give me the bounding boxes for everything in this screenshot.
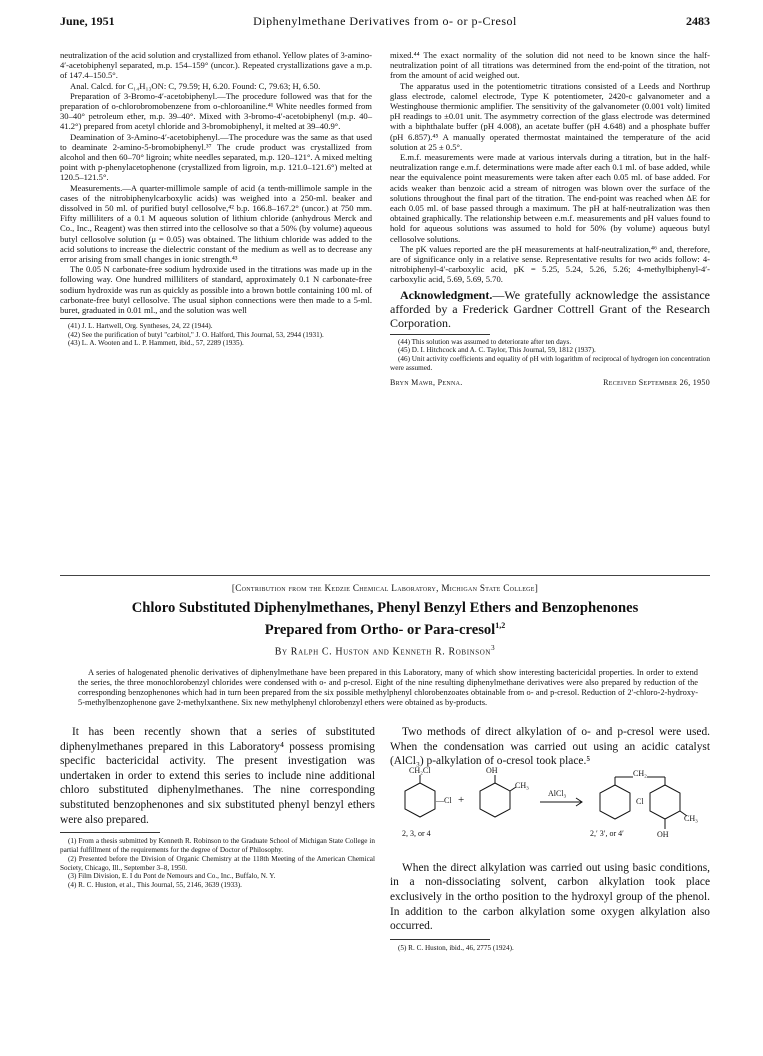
plus-sign: +: [458, 793, 465, 806]
paragraph: Measurements.—A quarter-millimole sample of acid (a tenth-millimole sample in the cases of the nitrobiphenylcarboxylic acids) was weighed into a 250-ml. beaker and dissolved in 50 ml. of purified butyl cellosolve,⁴² b.p. 166.8–167.2° (uncor.) at 750 mm. Fifty milliliters of a 0.1 M aqueous solution of lithium chloride (anhydrous Merck and Co., Inc., Reagent) was then stirred into the cellosolve so that a 50% (by volume) aqueous butyl cellosolve solution (μ = 0.05) was obtained. The lithium chloride was added to the acid solutions to increase the dielectric constant of the medium as well as to decrease any error arising from small changes in ionic strength.⁴³: [60, 182, 372, 265]
footnote: (45) D. I. Hitchcock and A. C. Taylor, This Journal, 59, 1812 (1937).: [398, 346, 596, 355]
body-right-column: [390, 725, 710, 953]
acknowledgment: [390, 288, 710, 331]
alkylation-paragraph: When the direct alkylation was carried out using basic conditions, in a non-dissociating solvent, carbon alkylation took place exclusively in the ortho position to the hydroxyl group of the phenol. In addition to the carbon alkylation some oxygen alkylation also occurred.: [390, 861, 710, 933]
paragraph: The pK values reported are the pH measurements at half-neutralization,⁴⁶ and, therefore, are of significance only in a relative sense. Representative results for two acids follow: 4-nitrobiphenyl-4′-carboxylic acid, pK = 5.25, 5.24, 5.26, 5.26; 4-methylbiphenyl-4′-carboxylic acid, 5.69, 5.69, 5.70.: [390, 243, 710, 285]
intro-paragraph: It has been recently shown that a series of substituted diphenylmethanes prepared in this Laboratory⁴ possess promising specific bactericidal activity. The present investigation was undertaken in order to extend this series to include nine additional chloro substituted diphenylmethanes. The nine corresponding substituted benzophenones and six substituted phenyl benzyl ethers were also prepared.: [60, 726, 375, 826]
footnote: (3) Film Division, E. I du Pont de Nemours and Co., Inc., Buffalo, N. Y.: [68, 872, 276, 881]
abstract: A series of halogenated phenolic derivatives of diphenylmethane have been prepared in this Laboratory, many of which show interesting bactericidal properties. In order to extend the series, the three monochlorobenzyl chlorides were condensed with o- and p-cresol. Eight of the nine resulting diphenylmethane derivatives were also prepared by reduction of the corresponding benzophenones which had in turn been prepared from the six possible methylphenyl chlorobenzoates obtainable from o- and p-cresol. Reduction of 2′-chloro-2-hydroxy-5-methylbenzophenone gave 2-methylxanthene. Six new methylphenyl chlorobenzyl ethers were obtained as by-products.: [78, 668, 698, 707]
footnote-rule: [60, 832, 160, 833]
received-date: Received September 26, 1950: [603, 378, 710, 388]
paragraph: The apparatus used in the potentiometric titrations consisted of a Leeds and Northrup glass electrode, calomel electrode, Type K potentiometer, 2420-c galvanometer and a Westinghouse thermionic amplifier. The sensitivity of the galvanometer (0.001 volt) limited pH readings to ±0.01 unit. The asymmetry correction of the glass electrode was determined with a biphthalate buffer (pH 4.008), an acetate buffer (pH 4.648) and a phosphate buffer (pH 6.857).⁴⁵ A manually operated thermostat maintained the temperature of the acid solution at 25 ± 0.5°.: [390, 80, 710, 152]
footnote: (42) See the purification of butyl "carbitol," J. O. Halford, This Journal, 53, 2944 (1931).: [68, 330, 324, 339]
right-column: [390, 50, 710, 388]
author-names: By Ralph C. Huston and Kenneth R. Robinson: [274, 646, 492, 658]
left-column: [60, 50, 372, 348]
footnote: (46) Unit activity coefficients and equality of pH with logarithm of reciprocal of hydrogen ion concentration were assumed.: [390, 355, 710, 372]
ch2-label: CH₂: [633, 768, 647, 778]
methods-paragraph: Two methods of direct alkylation of o- and p-cresol were used. When the condensation was carried out using an acidic catalyst (AlCl₃) p-alkylation of o-cresol took place.⁵: [390, 726, 710, 768]
product-ring-left: [600, 785, 630, 819]
ack-text: —We gratefully acknowledge the assistance afforded by a Frederick Gardner Cottrell Grant of the Research Corporation.: [390, 287, 710, 331]
author-footnote-ref: 3: [491, 644, 496, 652]
product-ring-right: [650, 785, 680, 819]
place: Bryn Mawr, Penna.: [390, 378, 463, 388]
authors: [60, 644, 710, 657]
reaction-scheme: [390, 765, 710, 861]
title-line-2: [60, 617, 710, 639]
section-divider: [60, 575, 710, 576]
footnote-rule: [390, 334, 490, 335]
paragraph: Anal. Calcd. for C₁₄H₁₃ON: C, 79.59; H, 6.20. Found: C, 79.63; H, 6.50.: [70, 80, 321, 91]
received-line: [390, 378, 710, 388]
position-label-2: 2,′ 3′, or 4′: [590, 828, 624, 838]
paragraph: Preparation of 3-Bromo-4′-acetobiphenyl.—The procedure followed was that for the preparation of o-chlorobromobenzene from o-chloroaniline.⁴¹ White needles formed from 30–40° petroleum ether, m.p. 39–40°. Mixed with 3-bromo-4′-acetobiphenyl (m.p. 40–41.2°) prepared from acetyl chloride and 3-bromobiphenyl, it melted at 39–40.9°.: [60, 90, 372, 132]
contribution-line: [Contribution from the Kedzie Chemical Laboratory, Michigan State College]: [231, 583, 539, 593]
header-running-title: Diphenylmethane Derivatives from o- or p-Cresol: [253, 14, 517, 28]
ch3-label: CH₃: [515, 780, 529, 790]
page-header: [60, 14, 710, 32]
footnote: (5) R. C. Huston, ibid., 46, 2775 (1924).: [398, 943, 514, 952]
header-date: June, 1951: [60, 14, 115, 28]
oh-label: OH: [486, 765, 498, 775]
footnote-rule: [60, 318, 160, 319]
paragraph: Deamination of 3-Amino-4′-acetobiphenyl.—The procedure was the same as that used to deaminate 2-amino-5-bromobiphenyl.³⁷ The crude product was crystallized from alcohol and then 60–70° ligroin; white needles separated, m.p. 120–121°. A mixed melting point with p-phenylacetophenone (crystallized from ligroin, m.p. 121.0–121.6°) melted at 120.5–121.5°.: [60, 131, 372, 183]
footnote: (41) J. L. Hartwell, Org. Syntheses, 24, 22 (1944).: [68, 322, 213, 331]
cl-label: —Cl: [436, 795, 452, 805]
body-left-column: [60, 725, 375, 890]
footnote: (1) From a thesis submitted by Kenneth R. Robinson to the Graduate School of Michigan State College in partial fulfillment of the requirements for the degree of Doctor of Philosophy.: [60, 837, 375, 854]
title-footnote-ref: 1,2: [495, 621, 506, 630]
footnote: (4) R. C. Huston, et al., This Journal, 55, 2146, 3639 (1933).: [68, 881, 242, 890]
footnote-rule: [390, 939, 490, 940]
ch2cl-label: CH₂Cl: [409, 765, 431, 775]
position-label-1: 2, 3, or 4: [402, 828, 431, 838]
paragraph: mixed.⁴⁴ The exact normality of the solution did not need to be known since the half-neutralization point of all titrations was determined from the end-point of the titration, not from the amount of acid weighed out.: [390, 50, 710, 81]
title-text: Prepared from Ortho- or Para-cresol: [264, 621, 496, 638]
ack-heading: Acknowledgment.: [400, 287, 493, 302]
paragraph: The 0.05 N carbonate-free sodium hydroxide used in the titrations was made up in the following way. One hundred milliliters of standard, approximately 0.1 N carbonate-free sodium hydroxide was run as quickly as possible into a brown bottle containing 100 ml. of carbonate-free butyl cellosolve. The usual siphon connections were then made to a 5-ml. buret, graduated in 0.01 ml., and the solution was well: [60, 264, 372, 316]
footnote: (43) L. A. Wooten and L. P. Hammett, ibid., 57, 2289 (1935).: [68, 339, 244, 348]
chlorobenzyl-ring: [405, 783, 435, 817]
cl-label-2: Cl: [636, 796, 644, 806]
paragraph: E.m.f. measurements were made at various intervals during a titration, but in the half-neutralization range e.m.f. determinations were made after each 0.1 ml. of base added, while near the equivalence point measurements were taken after each 0.05 ml. of base added. For acids weaker than benzoic acid a stream of nitrogen was blown over the surface of the solutions throughout the final part of the titration. The end-point was reached when ΔE for each 0.05 ml. of base passed through a maximum. The pH at half-neutralization was then obtained graphically. The relationship between e.m.f. measurements and pH values found to hold for aqueous solutions was assumed to hold for 50% (by volume) aqueous butyl cellosolve solutions.: [390, 152, 710, 244]
header-page-number: 2483: [686, 14, 710, 28]
catalyst-label: AlCl₃: [548, 788, 567, 798]
footnote: (2) Presented before the Division of Organic Chemistry at the 118th Meeting of the American Chemical Society, Chicago, Ill., September 3–8, 1950.: [60, 854, 375, 872]
footnote: (44) This solution was assumed to deteriorate after ten days.: [398, 337, 572, 346]
cresol-ring: [480, 783, 510, 817]
article-title: [60, 600, 710, 639]
reaction-scheme-drawing: [390, 769, 710, 861]
title-line-1: Chloro Substituted Diphenylmethanes, Phenyl Benzyl Ethers and Benzophenones: [131, 600, 639, 616]
oh-label-2: OH: [657, 829, 669, 839]
ch3-label-2: CH₃: [684, 813, 698, 823]
paragraph: neutralization of the acid solution and crystallized from ethanol. Yellow plates of 3-amino-4′-acetobiphenyl separated, m.p. 154–159° (uncor.). Repeated crystallizations gave a m.p. of 147.4–150.5°.: [60, 50, 372, 81]
